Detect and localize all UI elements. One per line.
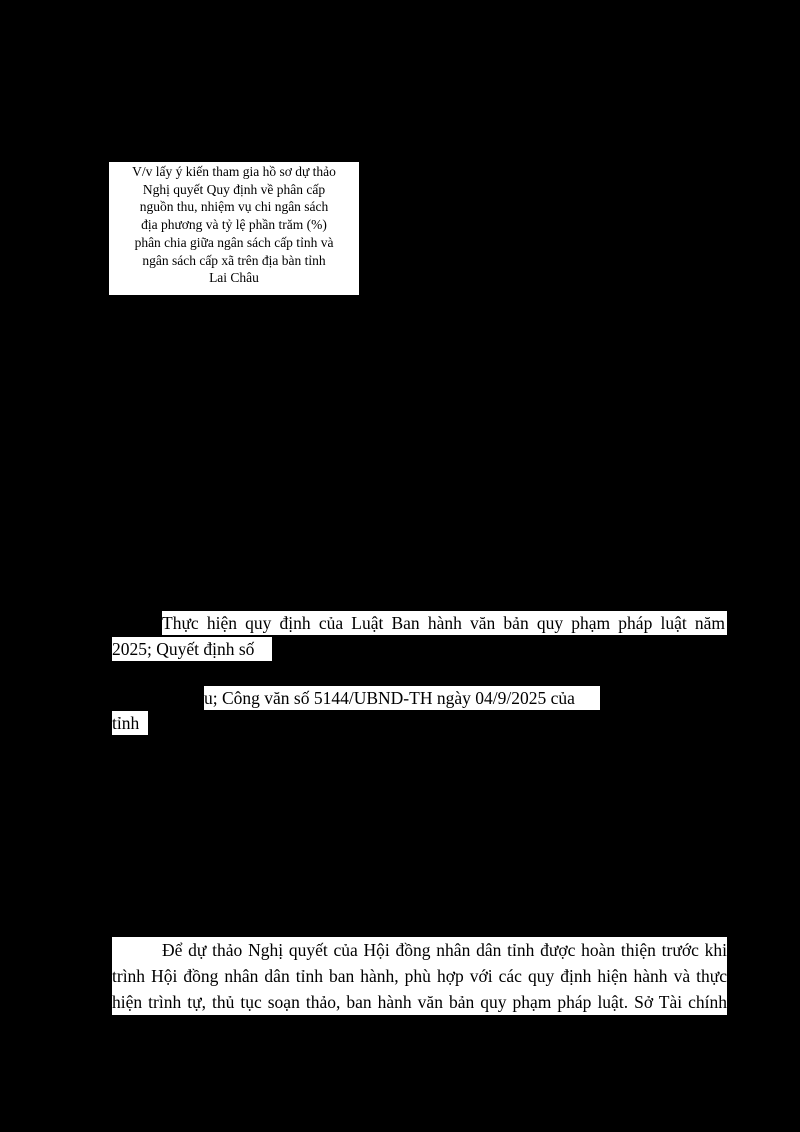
subject-line: Lai Châu: [209, 270, 259, 286]
subject-line: ngân sách cấp xã trên địa bàn tỉnh: [142, 252, 326, 268]
paragraph2-line2: trình Hội đồng nhân dân tỉnh ban hành, phù hợp với các quy định hiện hành và thực: [112, 963, 727, 989]
paragraph1-line4: tỉnh: [112, 711, 148, 735]
paragraph1-line1: Thực hiện quy định của Luật Ban hành văn bản quy phạm pháp luật năm: [162, 613, 725, 633]
subject-line: V/v lấy ý kiến tham gia hồ sơ dự thảo: [132, 164, 336, 179]
subject-line: phân chia giữa ngân sách cấp tỉnh và: [134, 234, 334, 250]
subject-line: Nghị quyết Quy định về phân cấp: [142, 181, 326, 197]
subject-box: [109, 162, 359, 295]
subject-line: địa phương và tỷ lệ phần trăm (%): [141, 217, 327, 233]
paragraph2-line1: Để dự thảo Nghị quyết của Hội đồng nhân dân tỉnh được hoàn thiện trước khi: [112, 937, 727, 963]
subject-line: nguồn thu, nhiệm vụ chi ngân sách: [139, 199, 329, 215]
paragraph1-line3: u; Công văn số 5144/UBND-TH ngày 04/9/2025 của: [204, 686, 600, 710]
paragraph2-line3: hiện trình tự, thủ tục soạn thảo, ban hành văn bản quy phạm pháp luật. Sở Tài chính: [112, 989, 727, 1015]
paragraph1-line2: 2025; Quyết định số: [112, 637, 272, 661]
